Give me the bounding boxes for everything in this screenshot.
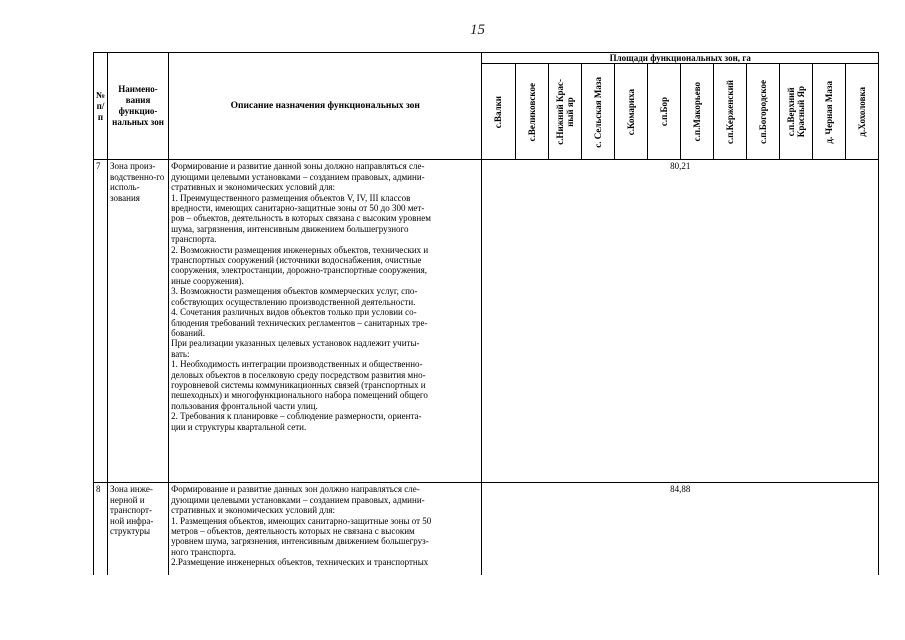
header-areas: Площади функциональных зон, га <box>482 53 879 64</box>
row-number: 7 <box>94 160 108 483</box>
row-area-value: 80,21 <box>482 160 879 483</box>
header-description: Описание назначения функциональных зон <box>169 53 482 160</box>
col-velikovskoe: с.Великовское <box>515 64 548 160</box>
row-zone-name: Зона инже-нерной и транспорт-ной инфра-структуры <box>108 483 169 576</box>
page-number: 15 <box>470 22 485 38</box>
row-description: Формирование и развитие данной зоны должно направляться сле- дующими целевыми установками – созданием правовых, админи- стративных и экономических условий для: 1. Преимущественного размещения объектов V, IV, III классов вредности, имеющих санитарно-защитные зоны от 50 до 300 мет- ров – объектов, деятельность в которых связана с высоким уровнем шума, загрязнения, интенсивным движением большегрузного транспорта. 2. Возможности размещения инженерных объектов, технических и транспортных сооружений (источники водоснабжения, очистные сооружения, электростанции, дорожно-транспортные сооружения, иные сооружения). 3. Возможности размещения объектов коммерческих услуг, спо- собствующих осуществлению производственной деятельности. 4. Сочетания различных видов объектов только при условии со- блюдения требований технических регламентов – санитарных тре- бований. При реализации указанных целевых установок надлежит учиты- вать: 1. Необходимость интеграции производственных и общественно- деловых объектов в поселковую среду посредством развития мно- гоуровневой системы коммуникационных связей (транспортных и пешеходных) и многофункционального набора помещений общего пользования фронтальной части улиц. 2. Требования к планировке – соблюдение размерности, ориента- ции и структуры квартальной сети. <box>169 160 482 483</box>
functional-zones-table <box>93 52 879 575</box>
col-makorievo: с.п.Макорьево <box>680 64 713 160</box>
header-zone-name: Наимено-вания функцио-нальных зон <box>108 53 169 160</box>
header-number: № п/ п <box>94 53 108 160</box>
row-number: 8 <box>94 483 108 576</box>
header-row <box>94 53 879 64</box>
col-bor: с.п.Бор <box>647 64 680 160</box>
col-selskaya-maza: с. Сельская Маза <box>581 64 614 160</box>
row-area-value: 84,88 <box>482 483 879 576</box>
col-verkhniy-krasny-yar: с.п.Верхний Красный Яр <box>779 64 812 160</box>
col-nizhniy-krasny-yar: с.Нижний Крас- ный яр <box>548 64 581 160</box>
col-khokholovka: д.Хохоловка <box>845 64 878 160</box>
col-valki: с.Валки <box>482 64 515 160</box>
table-row <box>94 160 879 483</box>
row-description: Формирование и развитие данных зон должно направляться сле- дующими целевыми установками – созданием правовых, админи- стративных и экономических условий для: 1. Размещения объектов, имеющих санитарно-защитные зоны от 50 метров – объектов, деятельность которых не связана с высоким уровнем шума, загрязнения, интенсивным движением большегруз- ного транспорта. 2.Размещение инженерных объектов, технических и транспортных <box>169 483 482 576</box>
col-kerzhensky: с.п.Керженский <box>713 64 746 160</box>
col-chernaya-maza: д. Черная Маза <box>812 64 845 160</box>
col-komarikha: с.Комариха <box>614 64 647 160</box>
table-row <box>94 483 879 576</box>
row-zone-name: Зона произ-водственно-го исполь-зования <box>108 160 169 483</box>
col-bogorodskoe: с.п.Богородское <box>746 64 779 160</box>
